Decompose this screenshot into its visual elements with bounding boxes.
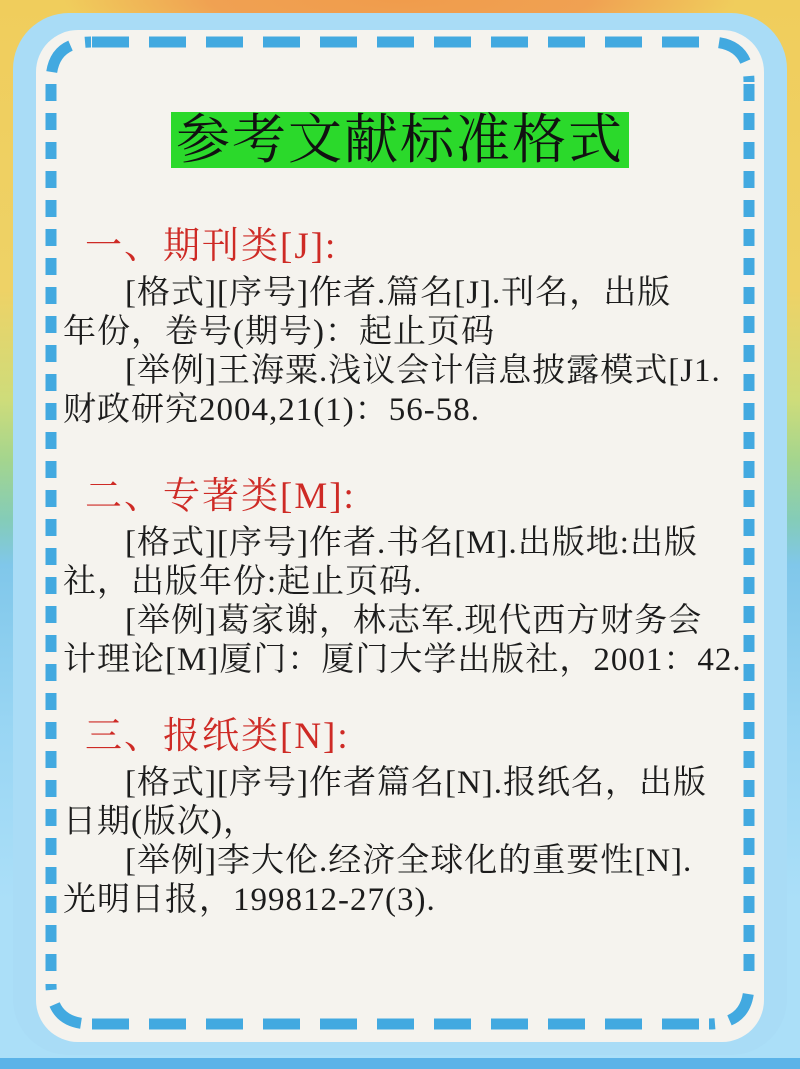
section-journal-format-line-1: [格式][序号]作者.篇名[J].刊名，出版: [125, 275, 672, 311]
section-newspaper-format-line-1: [格式][序号]作者篇名[N].报纸名，出版: [125, 765, 708, 801]
section-journal: [63, 224, 748, 430]
section-monograph-format-line-2: 社，出版年份:起止页码.: [63, 564, 423, 600]
title-row: [0, 112, 800, 168]
section-monograph: [63, 474, 748, 680]
section-newspaper-example-line-2: 光明日报，199812-27(3).: [63, 882, 436, 918]
section-journal-heading: 一、期刊类[J]:: [85, 226, 338, 267]
section-journal-format-line-2: 年份，卷号(期号)：起止页码: [63, 314, 495, 350]
section-newspaper-format-line-2: 日期(版次)，: [63, 804, 257, 840]
section-monograph-example-line-2: 计理论[M]厦门：厦门大学出版社，2001：42.: [63, 642, 742, 678]
section-monograph-example-line-1: [举例]葛家谢，林志军.现代西方财务会: [125, 603, 703, 639]
section-newspaper-heading: 三、报纸类[N]:: [85, 716, 350, 757]
page-title: 参考文献标准格式: [171, 112, 629, 168]
section-monograph-format-line-1: [格式][序号]作者.书名[M].出版地:出版: [125, 525, 698, 561]
section-journal-example-line-2: 财政研究2004,21(1)：56-58.: [63, 392, 480, 428]
section-monograph-heading: 二、专著类[M]:: [85, 476, 356, 517]
section-newspaper-example-line-1: [举例]李大伦.经济全球化的重要性[N].: [125, 843, 693, 879]
section-journal-example-line-1: [举例]王海粟.浅议会计信息披露模式[J1.: [125, 353, 721, 389]
section-newspaper: [63, 714, 748, 920]
